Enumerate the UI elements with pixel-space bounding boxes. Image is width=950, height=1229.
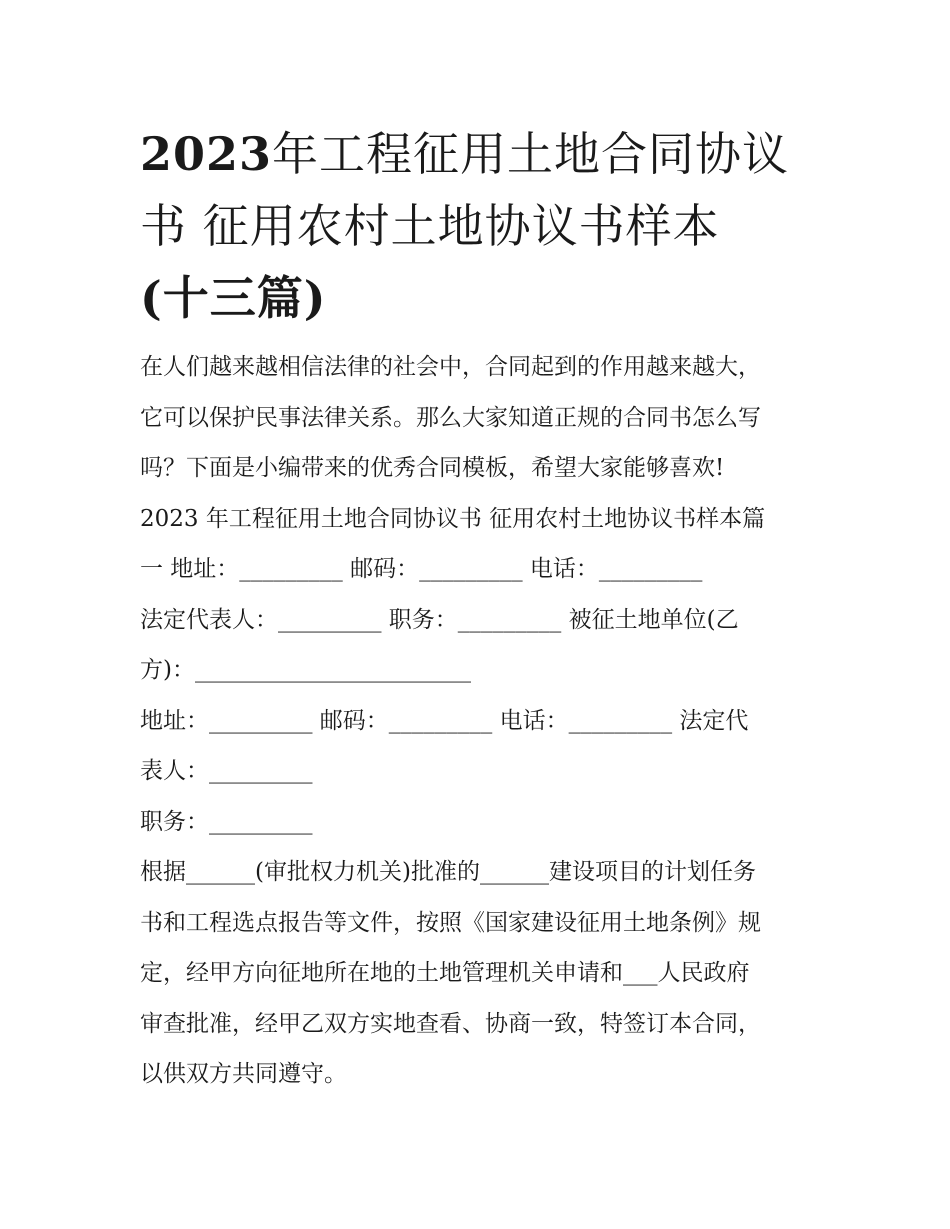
section-heading-line-1: 2023 年工程征用土地合同协议书 征用农村土地协议书样本篇 <box>140 505 766 532</box>
intro-line-1: 在人们越来越相信法律的社会中，合同起到的作用越来越大， <box>140 354 761 380</box>
title-line-1 <box>140 118 820 190</box>
document-body <box>140 342 820 1100</box>
title-line-2: 书 征用农村土地协议书样本 <box>140 199 720 253</box>
document-page <box>140 118 820 1100</box>
clause-line-2: 书和工程选点报告等文件，按照《国家建设征用土地条例》规 <box>140 909 761 936</box>
section-heading-line-2: 一 地址：_________ 邮码：_________ 电话：_________ <box>140 556 703 582</box>
clause-line-4: 审查批准，经甲乙双方实地查看、协商一致，特签订本合同， <box>140 1010 761 1037</box>
party-field-line-3: 地址：_________ 邮码：_________ 电话：_________ 法定代 <box>140 707 749 734</box>
title-line-1-text: 年工程征用土地合同协议 <box>272 127 790 181</box>
clause-line-1: 根据______(审批权力机关)批准的______建设项目的计划任务 <box>140 859 756 885</box>
intro-line-2: 它可以保护民事法律关系。那么大家知道正规的合同书怎么写 <box>140 404 761 431</box>
title-year: 2023 <box>140 127 273 181</box>
clause-line-3: 定，经甲方向征地所在地的土地管理机关申请和___人民政府 <box>140 960 750 986</box>
title-line-3: (十三篇) <box>140 271 327 325</box>
document-title <box>140 118 820 334</box>
clause-line-5: 以供双方共同遵守。 <box>140 1061 347 1087</box>
party-field-line-4: 表人：_________ <box>140 758 313 784</box>
intro-line-3: 吗？下面是小编带来的优秀合同模板，希望大家能够喜欢! <box>140 455 725 481</box>
party-field-line-5: 职务：_________ <box>140 808 313 835</box>
party-field-line-2: 方)：________________________ <box>140 657 471 683</box>
party-field-line-1: 法定代表人：_________ 职务：_________ 被征土地单位(乙 <box>140 606 739 633</box>
